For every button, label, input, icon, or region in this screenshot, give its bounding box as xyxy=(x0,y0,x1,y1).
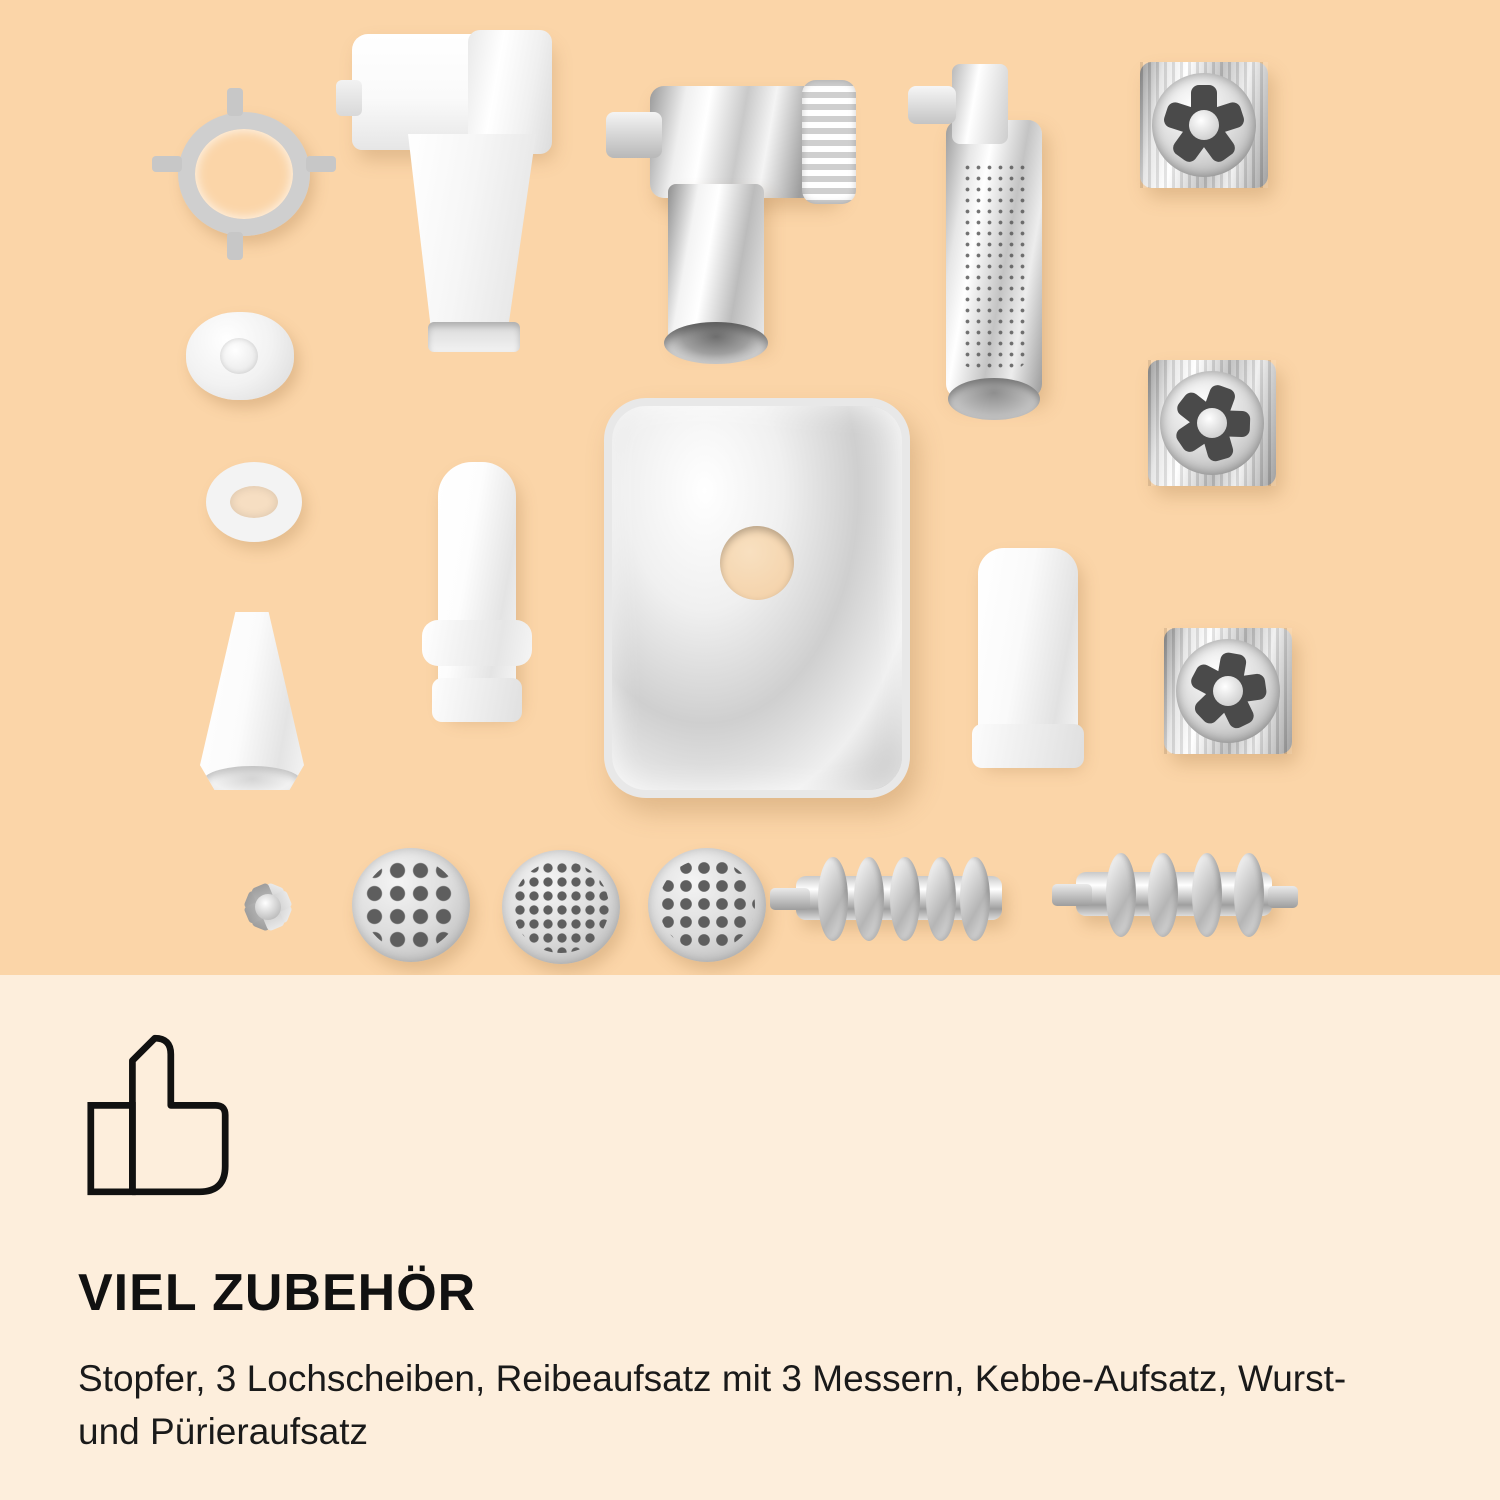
part-kebbe-tube xyxy=(946,120,1042,398)
feature-description: Stopfer, 3 Lochscheiben, Reibeaufsatz mit 3 Messern, Kebbe-Aufsatz, Wurst- und Pürieraufsatz xyxy=(78,1358,1347,1452)
part-white-ring xyxy=(206,462,302,542)
part-auger-long xyxy=(1076,872,1292,916)
part-drum-fine xyxy=(1148,360,1276,486)
part-cross-blade xyxy=(222,862,314,952)
part-white-cone xyxy=(200,612,304,790)
part-pusher xyxy=(438,462,516,712)
thumbs-up-icon xyxy=(78,1031,238,1199)
part-auger-short xyxy=(796,876,1008,920)
part-metal-tray xyxy=(604,398,910,798)
part-locking-ring xyxy=(178,112,310,236)
part-grater-housing xyxy=(352,34,548,150)
part-drum-slicer xyxy=(1164,628,1292,754)
feature-info-panel xyxy=(0,975,1500,1500)
part-sausage-funnel xyxy=(978,548,1078,760)
part-disc-fine xyxy=(502,850,620,964)
part-disc-coarse xyxy=(352,848,470,962)
page-title: VIEL ZUBEHÖR xyxy=(78,1264,477,1322)
part-drum-coarse xyxy=(1140,62,1268,188)
part-disc-medium xyxy=(648,848,766,962)
part-mincer-head xyxy=(650,86,836,198)
part-screw-cap xyxy=(186,312,294,400)
